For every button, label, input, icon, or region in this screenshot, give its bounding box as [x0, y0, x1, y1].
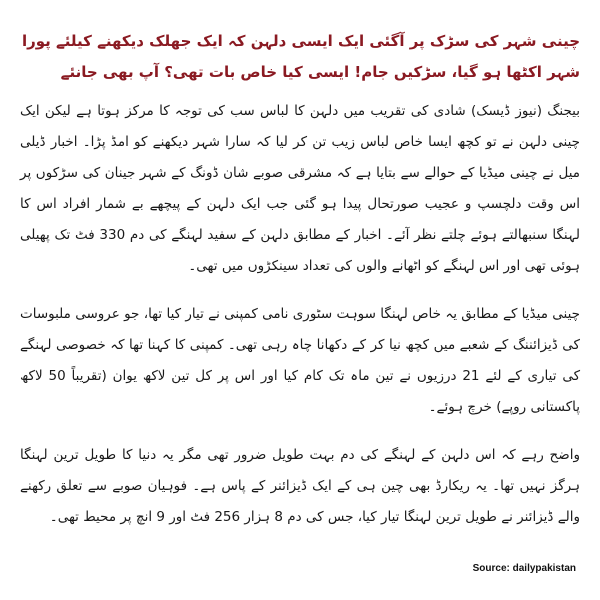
article-headline: چینی شہر کی سڑک پر آگئی ایک ایسی دلہن کہ ایک جھلک دیکھنے کیلئے پورا شہر اکٹھا ہو گیا، سڑکیں جام! ایسی کیا خاص بات تھی؟ آپ بھی جانئے — [21, 32, 580, 81]
article-paragraph-1: بیجنگ (نیوز ڈیسک) شادی کی تقریب میں دلہن کا لباس سب کی توجہ کا مرکز ہوتا ہے لیکن ایک چینی دلہن نے تو کچھ ایسا خاص لباس زیب تن کر لیا کہ سارا شہر دیکھنے کو امڈ پڑا۔ اخبار ڈیلی میل نے چینی میڈیا کے حوالے سے بتایا ہے کہ مشرقی صوبے شان ڈونگ کے شہر جینان کی سڑکوں پر اس وقت دلچسپ و عجیب صورتحال پیدا ہو گئی جب ایک دلہن کے پیچھے بے شمار افراد اس کا لہنگا سنبھالتے ہوئے چلتے نظر آئے۔ اخبار کے مطابق دلہن کے سفید لہنگے کی دم 330 فٹ تک پھیلی ہوئی تھی اور اس لہنگے کو اٹھانے والوں کی تعداد سینکڑوں میں تھی۔ — [20, 103, 581, 274]
article-paragraph-3: واضح رہے کہ اس دلہن کے لہنگے کی دم بہت طویل ضرور تھی مگر یہ دنیا کا طویل ترین لہنگا ہرگز نہیں تھا۔ یہ ریکارڈ بھی چین ہی کے ایک ڈیزائنر کے پاس ہے۔ فوہیان صوبے سے تعلق رکھنے والے ڈیزائنر نے طویل ترین لہنگا تیار کیا، جس کی دم 8 ہزار 256 فٹ اور 9 انچ پر محیط تھی۔ — [20, 447, 580, 525]
article-paragraph-2: چینی میڈیا کے مطابق یہ خاص لہنگا سوہت سٹوری نامی کمپنی نے تیار کیا تھا، جو عروسی ملبوسات کی ڈیزائننگ کے شعبے میں کچھ نیا کر کے دکھانا چاہ رہی تھی۔ کمپنی کا کہنا تھا کہ خصوصی لہنگے کی تیاری کے لئے 21 درزیوں نے تین ماہ تک کام کیا اور اس پر کل تین لاکھ یوان (تقریباً 50 لاکھ پاکستانی روپے) خرچ ہوئے۔ — [20, 306, 580, 415]
source-credit: Source: dailypakistan — [472, 563, 576, 574]
